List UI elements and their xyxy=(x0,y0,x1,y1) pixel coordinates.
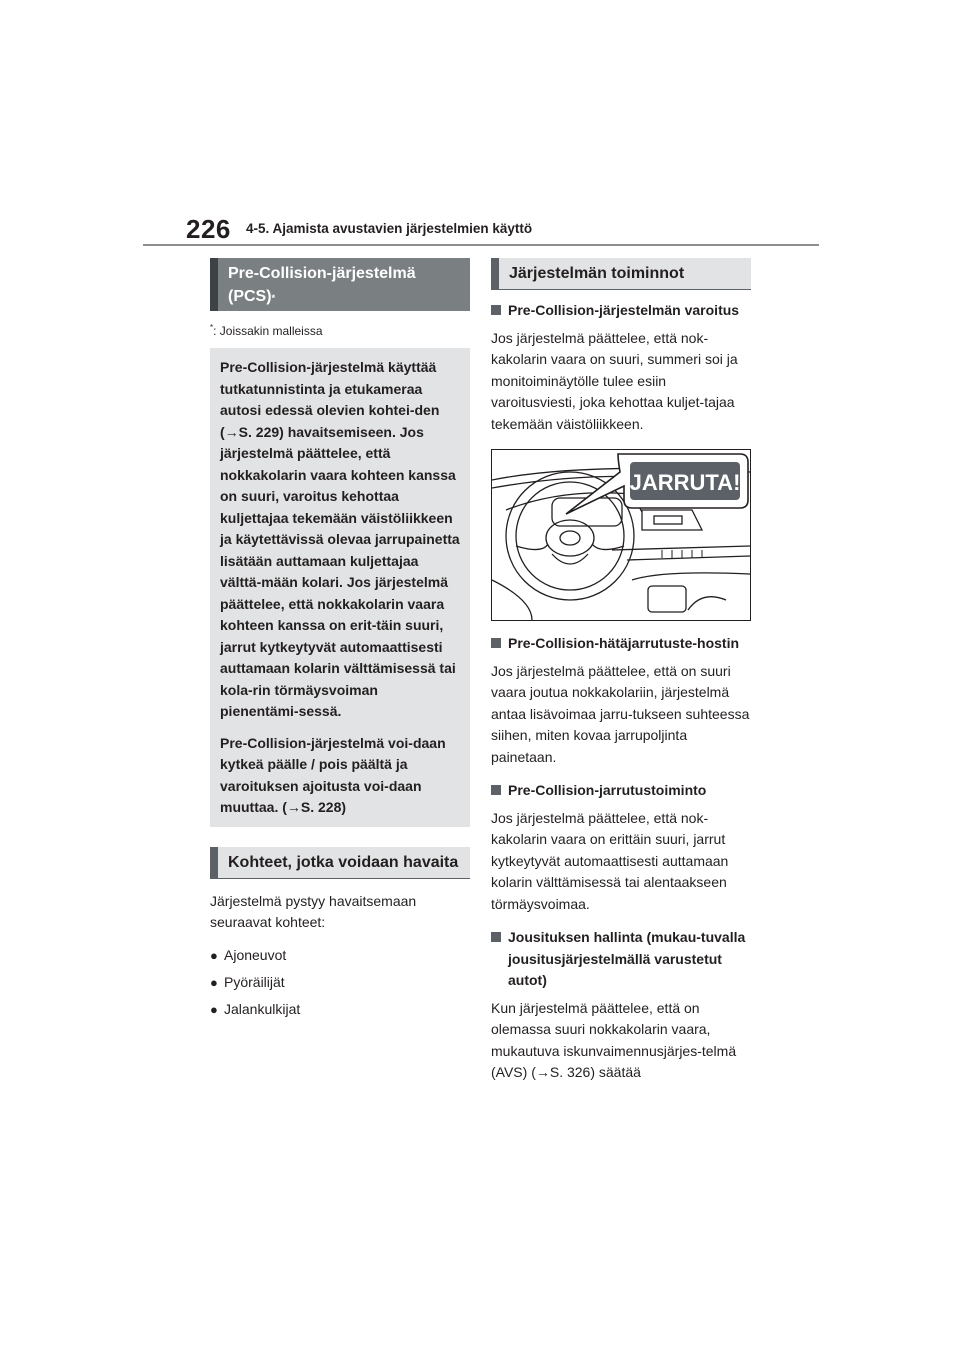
heading-underline xyxy=(210,878,470,879)
square-bullet-icon xyxy=(491,638,501,648)
subheading-suspension: Jousituksen hallinta (mukau-tuvalla jousitusjärjestelmällä varustetut autot) xyxy=(491,927,751,992)
dashboard-illustration xyxy=(491,449,751,621)
section-heading-footnote-mark: * xyxy=(271,293,276,303)
bullet-icon: ● xyxy=(210,947,218,963)
subheading-brake-assist: Pre-Collision-hätäjarrutuste-hostin xyxy=(491,633,751,655)
targets-intro: Järjestelmä pystyy havaitsemaan seuraavat kohteet: xyxy=(210,892,417,930)
square-bullet-icon xyxy=(491,932,501,942)
suspension-text: Kun järjestelmä päättelee, että on olemassa suuri nokkakolarin vaara, mukautuva iskunvaimennusjärjes-telmä (AVS) (→S. 326) säätää xyxy=(491,999,737,1080)
braking-text: Jos järjestelmä päättelee, että nok-kakolarin vaara on erittäin suuri, jarrut kytkeytyvät automaattisesti auttamaan kolarin välttämisessä tai alentaakseen törmäysvoimaa. xyxy=(491,809,729,912)
summary-paragraph-2: Pre-Collision-järjestelmä voi-daan kytkeä päälle / pois päältä ja varoituksen ajoitusta voi-daan muuttaa. (→S. 228) xyxy=(220,734,446,815)
section-heading-pcs xyxy=(210,258,470,311)
footnote xyxy=(210,323,470,338)
page-number: 226 xyxy=(186,214,231,244)
footnote-text: : Joissakin malleissa xyxy=(213,324,323,338)
section-heading-functions: Järjestelmän toiminnot xyxy=(491,258,751,289)
bullet-icon: ● xyxy=(210,1001,218,1017)
header-divider xyxy=(143,244,819,246)
subheading-warning: Pre-Collision-järjestelmän varoitus xyxy=(491,300,751,322)
section-heading-targets: Kohteet, jotka voidaan havaita xyxy=(210,847,470,878)
brake-warning-message: JARRUTA! xyxy=(629,470,741,495)
summary-box xyxy=(210,348,470,827)
summary-paragraph-1: Pre-Collision-järjestelmä käyttää tutkatunnistinta ja etukameraa autosi edessä olevien kohtei-den (→S. 229) havaitsemiseen. Jos järjestelmä päättelee, että nokkakolarin vaara kohteen kanssa on suuri, varoitus kehottaa kuljettajaa tekemään väistöliikkeen ja käytettävissä olevaa jarrupainetta lisätään auttamaan kuljettajaa välttä-mään kolari. Jos järjestelmä päättelee, että nokkakolarin vaara kohteen kanssa on erit-täin suuri, jarrut kytkeytyvät automaattisesti auttamaan kolarin välttämisessä tai kola-rin törmäysvoiman pienentämi-sessä. xyxy=(220,359,460,719)
list-item: ● Jalankulkijat xyxy=(210,996,470,1023)
dashboard-drawing xyxy=(492,450,750,620)
warning-text: Jos järjestelmä päättelee, että nok-kakolarin vaara on suuri, summeri soi ja monitoiminäytölle tulee esiin varoitusviesti, joka kehottaa kuljet-tajaa tekemään väistöliikkeen. xyxy=(491,329,738,432)
bullet-icon: ● xyxy=(210,974,218,990)
square-bullet-icon xyxy=(491,785,501,795)
list-item: ● Ajoneuvot xyxy=(210,942,470,969)
brake-assist-text: Jos järjestelmä päättelee, että on suuri vaara joutua nokkakolariin, järjestelmä antaa lisävoimaa jarru-tukseen suhteessa siihen, miten kovaa jarrupoljinta painetaan. xyxy=(491,662,750,765)
footnote-mark: * xyxy=(210,323,214,332)
heading-underline xyxy=(491,289,751,290)
section-heading-line1: Pre-Collision-järjestelmä xyxy=(228,265,416,282)
chapter-title: 4-5. Ajamista avustavien järjestelmien käyttö xyxy=(246,221,533,236)
list-item: ● Pyöräilijät xyxy=(210,969,470,996)
left-column xyxy=(210,258,470,1023)
square-bullet-icon xyxy=(491,305,501,315)
section-heading-line2: (PCS) xyxy=(228,288,272,305)
subheading-braking: Pre-Collision-jarrutustoiminto xyxy=(491,780,751,802)
right-column xyxy=(491,258,751,1084)
targets-list xyxy=(210,942,470,1023)
